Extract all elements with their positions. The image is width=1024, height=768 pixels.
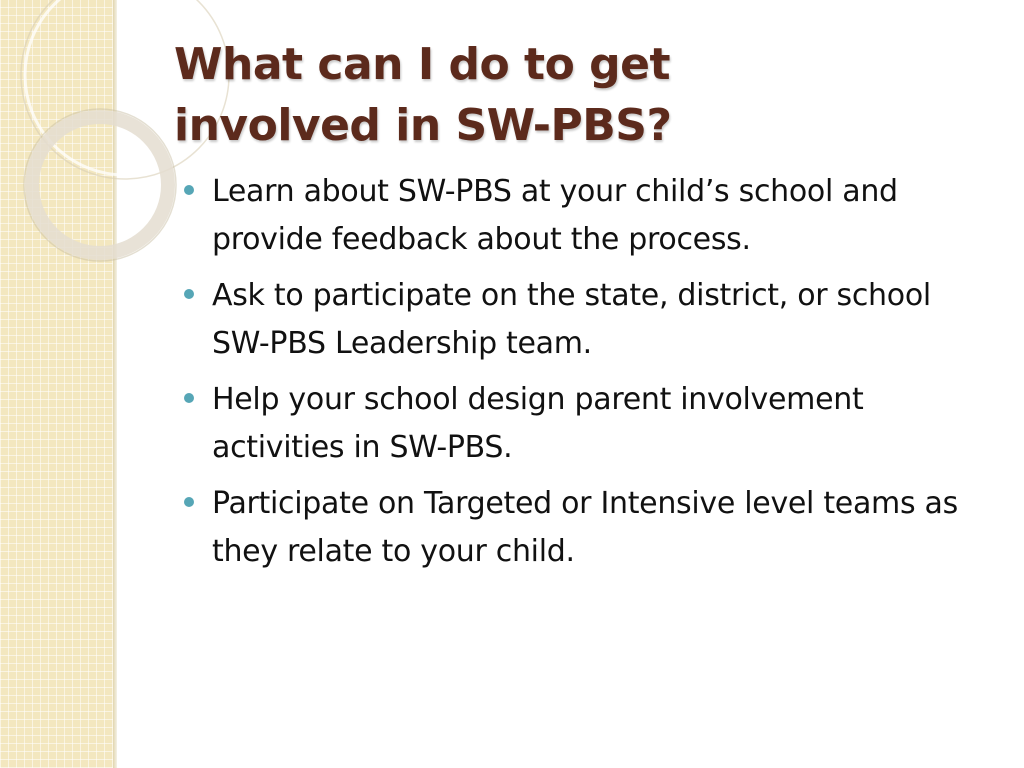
bullet-dot-icon: [184, 393, 194, 403]
bullet-dot-icon: [184, 289, 194, 299]
bullet-text: Participate on Targeted or Intensive level teams as they relate to your child.: [212, 486, 958, 569]
bullet-text: Learn about SW-PBS at your child’s school and provide feedback about the process.: [212, 174, 898, 257]
bullet-dot-icon: [184, 497, 194, 507]
bullet-list: [182, 168, 982, 584]
bullet-text: Help your school design parent involvement activities in SW-PBS.: [212, 382, 864, 465]
bullet-item: [182, 480, 982, 576]
slide-title-line-2: involved in SW-PBS?: [174, 100, 672, 151]
bullet-item: [182, 376, 982, 472]
slide-title-line-1: What can I do to get: [174, 39, 670, 90]
bullet-text: Ask to participate on the state, district, or school SW-PBS Leadership team.: [212, 278, 931, 361]
bullet-item: [182, 272, 982, 368]
slide-title: [174, 34, 974, 156]
bullet-item: [182, 168, 982, 264]
bullet-dot-icon: [184, 185, 194, 195]
